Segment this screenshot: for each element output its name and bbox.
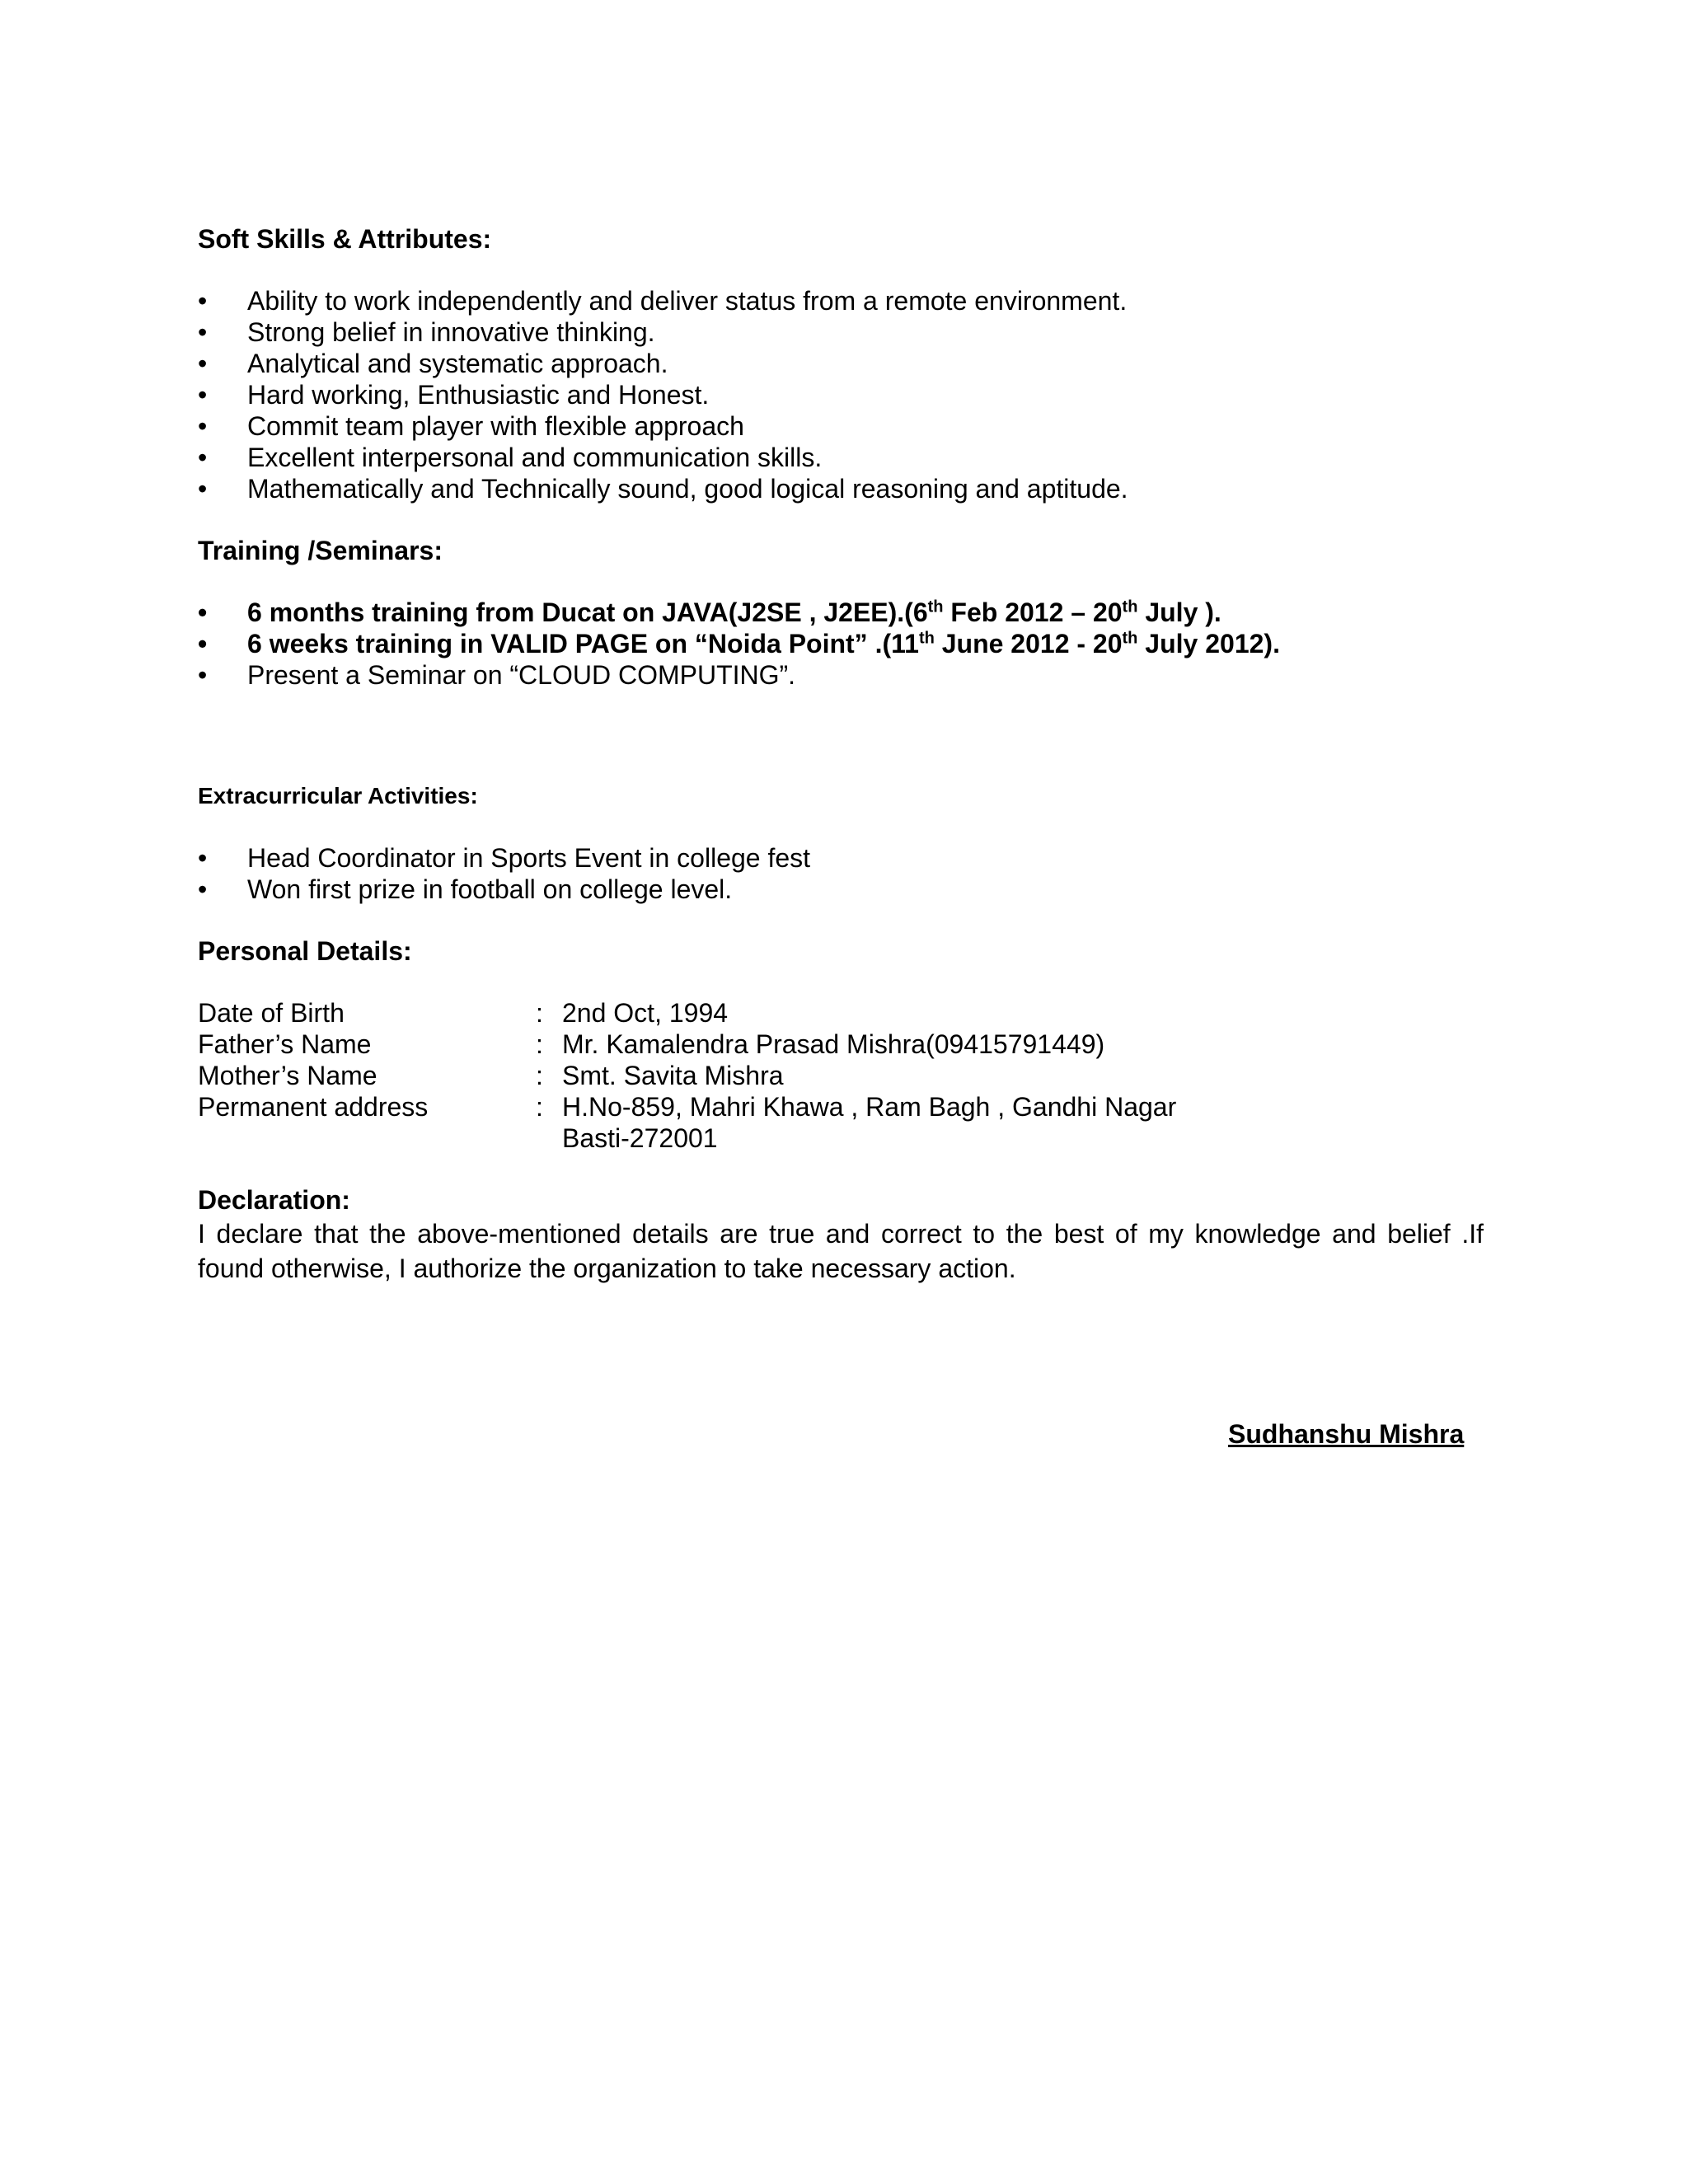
bullet-icon: • — [198, 317, 208, 347]
detail-value: Mr. Kamalendra Prasad Mishra(09415791449) — [562, 1029, 1105, 1059]
address-line-2: Basti-272001 — [562, 1123, 718, 1153]
declaration-heading: Declaration: — [198, 1185, 350, 1215]
list-item: • Mathematically and Technically sound, good logical reasoning and aptitude. — [198, 474, 1128, 504]
declaration-text: I declare that the above-mentioned details are true and correct to the best of my knowledge and belief .If found otherwise, I authorize the organization to take necessary action. — [198, 1219, 1484, 1283]
personal-details-heading: Personal Details: — [198, 936, 412, 966]
bullet-icon: • — [198, 349, 208, 378]
detail-colon: : — [536, 1061, 543, 1090]
bullet-icon: • — [198, 474, 208, 504]
list-item: • Analytical and systematic approach. — [198, 349, 668, 378]
list-item: • Commit team player with flexible approach — [198, 411, 744, 441]
detail-colon: : — [536, 1029, 543, 1059]
table-row — [198, 997, 1176, 1029]
soft-skills-list — [198, 285, 1484, 504]
extracurricular-heading: Extracurricular Activities: — [198, 783, 478, 808]
detail-value — [562, 1091, 1176, 1154]
detail-label: Permanent address — [198, 1092, 429, 1122]
detail-value: Smt. Savita Mishra — [562, 1061, 784, 1090]
detail-label: Mother’s Name — [198, 1061, 377, 1090]
list-item: • Head Coordinator in Sports Event in college fest — [198, 843, 811, 873]
bullet-icon: • — [198, 629, 208, 658]
extracurricular-list — [198, 842, 1484, 905]
bullet-icon: • — [198, 411, 208, 441]
training-list — [198, 597, 1484, 691]
address-line-1: H.No-859, Mahri Khawa , Ram Bagh , Gandhi Nagar — [562, 1092, 1177, 1122]
personal-details-table — [198, 997, 1176, 1154]
table-row — [198, 1029, 1176, 1060]
soft-skills-heading: Soft Skills & Attributes: — [198, 224, 492, 254]
table-row — [198, 1091, 1176, 1154]
bullet-icon: • — [198, 843, 208, 873]
list-item: • 6 weeks training in VALID PAGE on “Noida Point” .(11th June 2012 - 20th July 2012). — [198, 629, 1280, 658]
detail-colon: : — [536, 1092, 543, 1122]
detail-value: 2nd Oct, 1994 — [562, 998, 729, 1028]
list-item: • Present a Seminar on “CLOUD COMPUTING”. — [198, 660, 796, 690]
list-item: • 6 months training from Ducat on JAVA(J2SE , J2EE).(6th Feb 2012 – 20th July ). — [198, 598, 1221, 627]
resume-content — [198, 223, 1484, 1286]
detail-label: Father’s Name — [198, 1029, 372, 1059]
bullet-icon: • — [198, 598, 208, 627]
list-item: • Hard working, Enthusiastic and Honest. — [198, 380, 710, 410]
bullet-icon: • — [198, 874, 208, 904]
list-item: • Excellent interpersonal and communication skills. — [198, 443, 823, 472]
table-row — [198, 1060, 1176, 1091]
signature-name: Sudhanshu Mishra — [1228, 1419, 1465, 1449]
list-item: • Strong belief in innovative thinking. — [198, 317, 655, 347]
bullet-icon: • — [198, 380, 208, 410]
detail-colon: : — [536, 998, 543, 1028]
bullet-icon: • — [198, 286, 208, 316]
detail-label: Date of Birth — [198, 998, 345, 1028]
list-item: • Ability to work independently and deliver status from a remote environment. — [198, 286, 1128, 316]
training-heading: Training /Seminars: — [198, 536, 443, 565]
bullet-icon: • — [198, 660, 208, 690]
list-item: • Won first prize in football on college level. — [198, 874, 733, 904]
bullet-icon: • — [198, 443, 208, 472]
